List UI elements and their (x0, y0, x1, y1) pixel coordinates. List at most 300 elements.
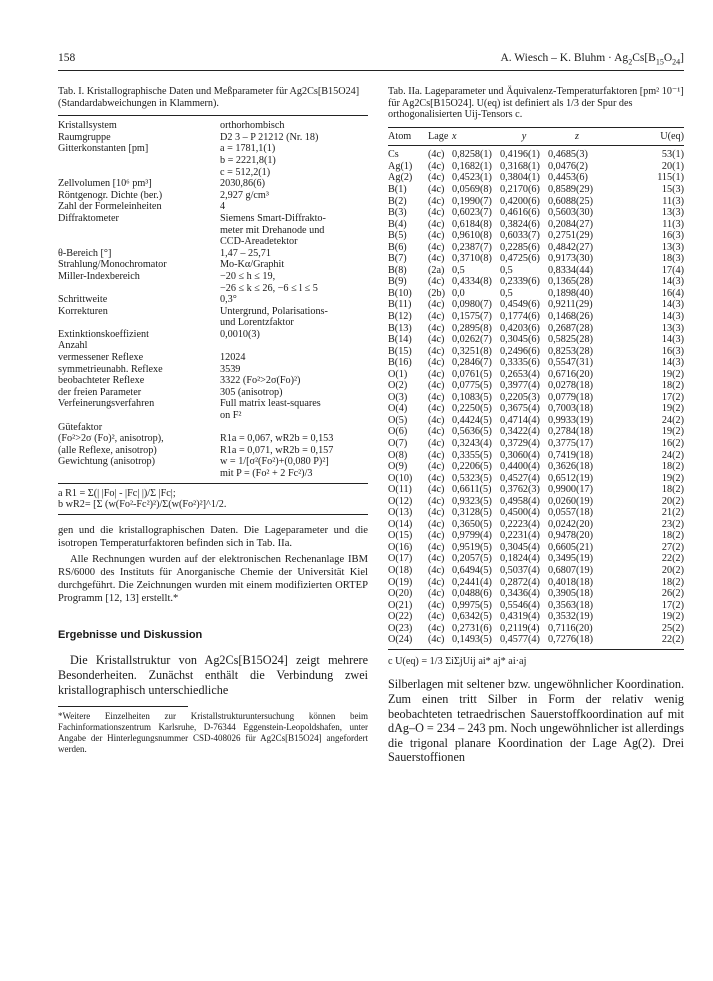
table2-cell: O(19) (388, 576, 413, 588)
table2-cell: (4c) (428, 403, 445, 415)
table2-cell: 11(3) (662, 195, 684, 207)
table1-key (58, 317, 220, 329)
table2-cell: (4c) (428, 414, 445, 426)
table2-cell: (4c) (428, 495, 445, 507)
table1-key: (alle Reflexe, anisotrop) (58, 444, 157, 456)
table-row (388, 634, 684, 646)
table-row (388, 438, 684, 450)
table2-cell: 0,5037(4) (500, 565, 540, 577)
table-row (388, 507, 684, 519)
table2-cell: O(8) (388, 449, 408, 461)
table2-cell: (4c) (428, 276, 445, 288)
table2-caption: Tab. IIa. Lageparameter und Äquivalenz-Temperaturfaktoren [pm² 10⁻¹] für Ag2Cs[B15O24]. U(eq) ist definiert als 1/3 der Spur des orthogonalisierten Uij-Tensors c. (388, 86, 684, 121)
table-row (388, 450, 684, 462)
table2-cell: 13(3) (661, 207, 684, 219)
table1-value: orthorhombisch (220, 120, 285, 132)
table2-cell: 0,1682(1) (452, 160, 492, 172)
table-row (388, 146, 684, 161)
table-row (388, 519, 684, 531)
table2-cell: 0,7419(18) (548, 449, 593, 461)
table2-cell: B(16) (388, 357, 412, 369)
table2-cell: (4c) (428, 218, 445, 230)
table2-header-z: z (575, 130, 579, 142)
table2-cell: 0,4200(6) (500, 195, 540, 207)
table2-cell: 0,3532(19) (548, 611, 593, 623)
table2-cell: O(15) (388, 530, 413, 542)
table2-cell: 0,0278(18) (548, 380, 593, 392)
table2-cell: 20(2) (661, 495, 684, 507)
table2-cell: 0,4577(4) (500, 634, 540, 646)
table2-cell: (4c) (428, 195, 445, 207)
table2-cell: 18(3) (661, 253, 684, 265)
table1-key (58, 225, 220, 237)
table2-cell: 0,6184(8) (452, 218, 492, 230)
table1-row (58, 375, 368, 387)
table1-value: b = 2221,8(1) (220, 154, 276, 166)
table-row (388, 184, 684, 196)
table1-row (58, 329, 368, 341)
table2-cell: O(6) (388, 426, 408, 438)
table-row (388, 253, 684, 265)
table2-cell: 0,2119(4) (500, 622, 540, 634)
table2-cell: 16(4) (661, 287, 684, 299)
table2-cell: 14(3) (661, 310, 684, 322)
table2-cell: O(11) (388, 484, 412, 496)
table-row (388, 172, 684, 184)
table2-cell: 16(3) (661, 230, 684, 242)
table2-cell: 0,2205(3) (500, 391, 540, 403)
table2-cell: 0,0262(7) (452, 334, 492, 346)
table2-cell: B(4) (388, 218, 407, 230)
table-row (388, 542, 684, 554)
table-row (388, 311, 684, 323)
table2-cell: (4c) (428, 310, 445, 322)
table2-cell: 0,5546(4) (500, 599, 540, 611)
table2-cell: 0,3168(1) (500, 160, 540, 172)
table-row (388, 496, 684, 508)
table2-cell: O(22) (388, 611, 413, 623)
paragraph-4: Silberlagen mit seltener bzw. ungewöhnlicher Koordination. Zum einen tritt Silber in Form der relativ wenig beobachteten tetraedrischen Sauerstoffkoordination auf mit dAg–O = 234 – 243 pm. Noch ungewöhnlicher ist allerdings die trigonal planare Koordination der Lage Ag(2). Drei Sauerstoffionen (388, 677, 684, 765)
table2-cell: 0,2731(6) (452, 622, 492, 634)
table1-value: 0,0010(3) (220, 328, 260, 340)
table2-cell: B(13) (388, 322, 412, 334)
table2-cell: (4c) (428, 230, 445, 242)
table2-cell: (4c) (428, 588, 445, 600)
table2-cell: (4c) (428, 576, 445, 588)
table1-key: Verfeinerungsverfahren (58, 398, 155, 410)
table2-cell: 14(3) (661, 334, 684, 346)
table2-cell: 20(1) (661, 160, 684, 172)
table2-cell: (4c) (428, 634, 445, 646)
table2-cell: 0,4453(6) (548, 172, 588, 184)
table2-cell: 14(3) (661, 299, 684, 311)
table2-cell: 0,2206(5) (452, 461, 492, 473)
table2-cell: 19(2) (661, 426, 684, 438)
table1-value: 2030,86(6) (220, 178, 265, 190)
table2-cell: 25(2) (661, 622, 684, 634)
table1-row (58, 236, 368, 248)
table1-top-rule (58, 115, 368, 116)
table-row (388, 473, 684, 485)
table2-cell: 0,2895(8) (452, 322, 492, 334)
table2-cell: 0,2339(6) (500, 276, 540, 288)
table2-cell: 115(1) (657, 172, 684, 184)
table-row (388, 219, 684, 231)
table2-cell: O(1) (388, 368, 408, 380)
table1-value: CCD-Areadetektor (220, 236, 298, 248)
table1-value: und Lorentzfaktor (220, 317, 294, 329)
table2-cell: 0,8258(1) (452, 149, 492, 161)
table2-cell: (4c) (428, 207, 445, 219)
table2-cell: O(23) (388, 622, 413, 634)
table1-row (58, 190, 368, 202)
table2-cell: B(7) (388, 253, 407, 265)
table2-footnote: c U(eq) = 1/3 ΣiΣjUij ai* aj* ai·aj (388, 655, 527, 667)
table-row (388, 553, 684, 565)
table2-cell: 18(2) (661, 484, 684, 496)
table1-key: Korrekturen (58, 305, 108, 317)
table2-cell: 0,9478(20) (548, 530, 593, 542)
section-heading: Ergebnisse und Diskussion (58, 628, 203, 641)
table1-value: a = 1781,1(1) (220, 143, 276, 155)
table2-cell: 0,2872(4) (500, 576, 540, 588)
table2-cell: 0,2441(4) (452, 576, 492, 588)
table2-cell: 0,4714(4) (500, 414, 540, 426)
table2-cell: (4c) (428, 449, 445, 461)
table1-value: Siemens Smart-Diffrakto- (220, 212, 326, 224)
table1-key: Extinktionskoeffizient (58, 328, 149, 340)
table1-row (58, 306, 368, 318)
table1-value: −26 ≤ k ≤ 26, −6 ≤ l ≤ 5 (220, 282, 318, 294)
table2-cell: B(12) (388, 310, 412, 322)
table2-cell: 0,3804(1) (500, 172, 540, 184)
table1-value: c = 512,2(1) (220, 166, 271, 178)
table2-cell: 0,6716(20) (548, 368, 593, 380)
table2-cell: 0,4527(4) (500, 472, 540, 484)
table2-cell: 0,5 (500, 264, 513, 276)
table2-cell: 22(2) (661, 634, 684, 646)
table2-cell: 0,4334(8) (452, 276, 492, 288)
table2-cell: 19(2) (661, 403, 684, 415)
table1-row (58, 213, 368, 225)
table2-cell: (4c) (428, 183, 445, 195)
table1-caption: Tab. I. Kristallographische Daten und Meßparameter für Ag2Cs[B15O24] (Standardabweichungen in Klammern). (58, 86, 360, 109)
table2-cell: B(3) (388, 207, 407, 219)
table2-cell: 13(3) (661, 322, 684, 334)
paragraph-3: Die Kristallstruktur von Ag2Cs[B15O24] zeigt mehrere Besonderheiten. Zunächst enthält die Verbindung zwei kristallographisch unterschiedliche (58, 653, 368, 697)
table1-row (58, 456, 368, 468)
table2-cell: O(10) (388, 472, 413, 484)
table1-value: R1a = 0,067, wR2b = 0,153 (220, 433, 334, 445)
table2-cell: (4c) (428, 518, 445, 530)
paragraph-1: gen und die kristallographischen Daten. Die Lageparameter und die isotropen Temperaturfaktoren befinden sich in Tab. IIa. (58, 524, 368, 549)
table2-cell: 0,3251(8) (452, 345, 492, 357)
table-row (388, 392, 684, 404)
table2-cell: (4c) (428, 253, 445, 265)
table2-cell: 0,3762(3) (500, 484, 540, 496)
table2-cell: 0,6807(19) (548, 565, 593, 577)
table-row (388, 623, 684, 635)
table2-cell: (4c) (428, 438, 445, 449)
table1-key: Raumgruppe (58, 131, 111, 143)
table2-cell: 0,1990(7) (452, 195, 492, 207)
table2-cell: 0,6512(19) (548, 472, 593, 484)
table2-cell: 0,3824(6) (500, 218, 540, 230)
table2-cell: 27(2) (661, 541, 684, 553)
table2-cell: 18(2) (661, 530, 684, 542)
table1-value: 12024 (220, 352, 246, 364)
table1-row (58, 120, 368, 132)
table1-key: der freien Parameter (58, 386, 142, 398)
table2-cell: 0,4203(6) (500, 322, 540, 334)
table1-value: Untergrund, Polarisations- (220, 305, 328, 317)
table2-cell: 0,0569(8) (452, 183, 492, 195)
table2-cell: 0,9323(5) (452, 495, 492, 507)
table1-value: 4 (220, 201, 226, 213)
header-rule (58, 70, 684, 71)
table1-row (58, 352, 368, 364)
table2-cell: 0,3710(8) (452, 253, 492, 265)
table2-cell: B(14) (388, 334, 412, 346)
table2-cell: 0,0980(7) (452, 299, 492, 311)
table2-cell: (4c) (428, 461, 445, 473)
table1-row (58, 422, 368, 434)
table2-cell: O(12) (388, 495, 413, 507)
table-row (388, 426, 684, 438)
table1-value: 3322 (Fo²>2σ(Fo)²) (220, 375, 301, 387)
table2-cell: 0,3675(4) (500, 403, 540, 415)
table2-cell: (4c) (428, 149, 445, 161)
table2-cell: 0,2653(4) (500, 368, 540, 380)
table1-key: θ-Bereich [°] (58, 247, 112, 259)
table1-value: Full matrix least-squares (220, 398, 321, 410)
table2-cell: 24(2) (661, 414, 684, 426)
table2-cell: (4c) (428, 565, 445, 577)
table1-key: Strahlung/Monochromator (58, 259, 167, 271)
table2-cell: 0,3650(5) (452, 518, 492, 530)
table1-value: mit P = (Fo² + 2 Fc²)/3 (220, 468, 313, 479)
table2-cell: 0,3045(6) (500, 334, 540, 346)
table1-value: meter mit Drehanode und (220, 224, 325, 236)
table2-cell: 0,3775(17) (548, 438, 593, 449)
table1-bottom-rule (58, 483, 368, 484)
table2-cell: B(6) (388, 241, 407, 253)
table2-cell: O(20) (388, 588, 413, 600)
table2-cell: 0,1493(5) (452, 634, 492, 646)
table2-cell: 0,4685(3) (548, 149, 588, 161)
table1-key: (Fo²>2σ (Fo)², anisotrop), (58, 433, 164, 445)
table2-cell: 0,2223(4) (500, 518, 540, 530)
table2-cell: 16(3) (661, 345, 684, 357)
table2-cell: (4c) (428, 611, 445, 623)
table2-cell: 0,2496(6) (500, 345, 540, 357)
table2-cell: 0,5636(5) (452, 426, 492, 438)
table2-cell: 21(2) (661, 507, 684, 519)
table2-cell: O(17) (388, 553, 413, 565)
table1-row (58, 201, 368, 213)
table2-cell: 0,4549(6) (500, 299, 540, 311)
table2-cell: 0,7116(20) (548, 622, 593, 634)
table2-cell: 18(2) (661, 576, 684, 588)
table2-cell: 0,2170(6) (500, 183, 540, 195)
table2-cell: O(7) (388, 438, 408, 449)
table-row (388, 461, 684, 473)
table2-cell: 0,0779(18) (548, 391, 593, 403)
table2-cell: 0,3977(4) (500, 380, 540, 392)
table2-cell: 0,3045(4) (500, 541, 540, 553)
paragraph-2: Alle Rechnungen wurden auf der elektronischen Rechenanlage IBM RS/6000 des Instituts für Anorganische Chemie der Universität Kiel durchgeführt. Die Zeichnungen wurden mit einem modifizierten ORTEP Programm [12, 13] erstellt.* (58, 553, 368, 604)
table2-cell: 0,7003(18) (548, 403, 593, 415)
table-row (388, 242, 684, 254)
table2-cell: 0,9799(4) (452, 530, 492, 542)
table-row (388, 334, 684, 346)
table1-key: Zellvolumen [10⁶ pm³] (58, 178, 152, 190)
table2-cell: 22(2) (661, 553, 684, 565)
right-column (388, 86, 684, 765)
table1-value (220, 340, 368, 352)
table2-cell: 0,3905(18) (548, 588, 593, 600)
table2-cell: O(18) (388, 565, 413, 577)
table1-row (58, 225, 368, 237)
table1-row (58, 445, 368, 457)
table1-key: symmetrieunabh. Reflexe (58, 363, 163, 375)
table2-cell: 0,0242(20) (548, 518, 593, 530)
table2-cell: (4c) (428, 334, 445, 346)
table2-cell: 0,4319(4) (500, 611, 540, 623)
table2-cell: 0,6611(5) (452, 484, 492, 496)
table1-value: 3539 (220, 363, 241, 375)
table2-header-ueq: U(eq) (660, 130, 684, 142)
table2-cell: O(14) (388, 518, 413, 530)
table2-cell: 0,0775(5) (452, 380, 492, 392)
table2-cell: O(13) (388, 507, 413, 519)
body-text (58, 524, 368, 605)
table2-cell: O(16) (388, 541, 413, 553)
table2-cell: 0,2285(6) (500, 241, 540, 253)
table2-cell: 0,4500(4) (500, 507, 540, 519)
table1-key: Kristallsystem (58, 120, 117, 132)
table2-cell: 0,4725(6) (500, 253, 540, 265)
table2-cell: 14(3) (661, 357, 684, 369)
table1-value: D2 3 – P 21212 (Nr. 18) (220, 131, 319, 143)
table2-cell: 0,2751(29) (548, 230, 593, 242)
table2-cell: 0,9900(17) (548, 484, 593, 496)
table1-key (58, 155, 220, 167)
table2-cell: (4c) (428, 622, 445, 634)
table2-cell: 0,6023(7) (452, 207, 492, 219)
table-row (388, 588, 684, 600)
table2-cell: 15(3) (661, 183, 684, 195)
table2-cell: 0,7276(18) (548, 634, 593, 646)
table2-cell: O(24) (388, 634, 413, 646)
table1-row (58, 155, 368, 167)
table1-key: Schrittweite (58, 294, 108, 306)
table2-cell: (2a) (428, 264, 445, 276)
table2-cell: 0,5603(30) (548, 207, 593, 219)
table2-cell: (4c) (428, 391, 445, 403)
footnote: *Weitere Einzelheiten zur Kristallstrukturuntersuchung können beim Fachinformationszentrum Karlsruhe, D-76344 Eggenstein-Leopoldshafen, unter Angabe der Hinterlegungsnummer CSD-408026 für Ag2Cs[B15O24] angefordert werden. (58, 711, 368, 755)
table2-cell: 0,0 (452, 287, 465, 299)
table1-row (58, 340, 368, 352)
table1-key (58, 236, 220, 248)
table1-key (58, 167, 220, 179)
table1-value: −20 ≤ h ≤ 19, (220, 270, 276, 282)
table-row (388, 600, 684, 612)
table2-cell: 0,9975(5) (452, 599, 492, 611)
table2-cell: (4c) (428, 599, 445, 611)
table1-body (58, 120, 368, 479)
table-row (388, 276, 684, 288)
table2-bottom-rule (388, 649, 684, 650)
table2-header-lage: Lage (428, 130, 449, 142)
table2-cell: 0,8589(29) (548, 183, 593, 195)
table1-value: R1a = 0,071, wR2b = 0,157 (220, 444, 334, 456)
table2-cell: 0,9519(5) (452, 541, 492, 553)
table2-cell: O(9) (388, 461, 408, 473)
table1-key (58, 468, 220, 480)
table2-cell: 0,2687(28) (548, 322, 593, 334)
table2-cell: B(9) (388, 276, 407, 288)
table2-cell: 16(2) (661, 438, 684, 449)
table2-cell: B(5) (388, 230, 407, 242)
table1-row (58, 364, 368, 376)
table2-cell: 24(2) (661, 449, 684, 461)
table2-cell: 0,1083(5) (452, 391, 492, 403)
table-row (388, 196, 684, 208)
table2-cell: (2b) (428, 287, 445, 299)
table2-cell: 0,9211(29) (548, 299, 593, 311)
table-row (388, 346, 684, 358)
table2-cell: 0,5 (452, 264, 465, 276)
table2-cell: O(4) (388, 403, 408, 415)
table2-cell: 0,3060(4) (500, 449, 540, 461)
table-row (388, 577, 684, 589)
table1-footnotes (58, 488, 368, 511)
table2-cell: 0,8253(28) (548, 345, 593, 357)
table2-cell: 0,4400(4) (500, 461, 540, 473)
table2-cell: 0,2084(27) (548, 218, 593, 230)
table1-key (58, 410, 220, 422)
table-row (388, 484, 684, 496)
table2-cell: Cs (388, 149, 399, 161)
table2-cell: (4c) (428, 322, 445, 334)
table2-cell: 0,0260(19) (548, 495, 593, 507)
table2-cell: 0,3729(4) (500, 438, 540, 449)
table2-cell: 0,4196(1) (500, 149, 540, 161)
table1-row (58, 143, 368, 155)
table2-cell: 0,0488(6) (452, 588, 492, 600)
table-row (388, 323, 684, 335)
table2-cell: 0,6342(5) (452, 611, 492, 623)
table2-cell: 0,1774(6) (500, 310, 540, 322)
table-row (388, 265, 684, 277)
table1-key: vermessener Reflexe (58, 352, 144, 364)
table1-row (58, 271, 368, 283)
table2-cell: 0,1365(28) (548, 276, 593, 288)
table2-cell: 0,4958(4) (500, 495, 540, 507)
table2-cell: 0,3563(18) (548, 599, 593, 611)
left-column (58, 86, 368, 755)
table1-value: 305 (anisotrop) (220, 386, 283, 398)
table-row (388, 611, 684, 623)
table2-cell: B(15) (388, 345, 412, 357)
table2-cell: 0,2231(4) (500, 530, 540, 542)
table2-cell: O(3) (388, 391, 408, 403)
table-row (388, 565, 684, 577)
table1-value: 0,3° (220, 294, 237, 306)
table1-row (58, 398, 368, 410)
table2-cell: Ag(1) (388, 160, 413, 172)
